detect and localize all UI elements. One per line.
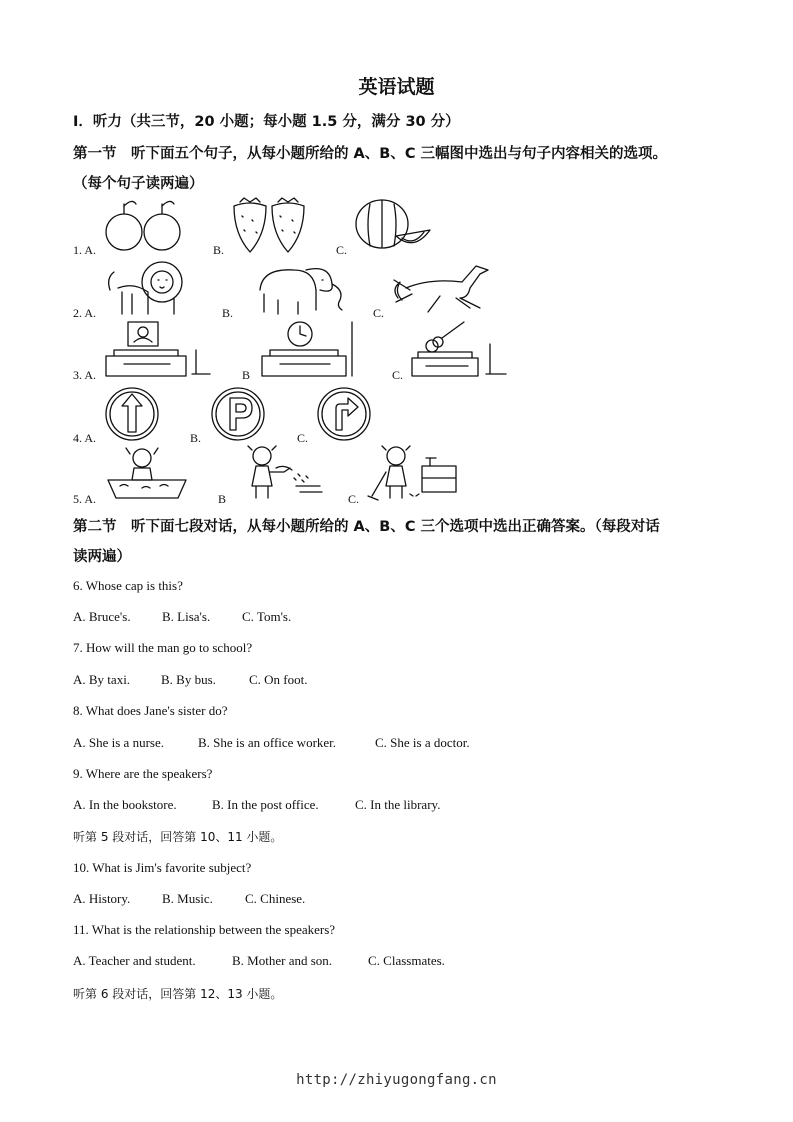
section2-instructions: 第二节 听下面七段对话，从每小题所给的 A、B、C 三个选项中选出正确答案。（每段对话 <box>73 519 660 535</box>
option-6b: B. Lisa's. <box>162 609 211 624</box>
girl-washing-icon <box>102 444 192 502</box>
option-7b: B. By bus. <box>161 672 216 687</box>
turn-right-sign-icon <box>316 386 372 442</box>
option-11b: B. Mother and son. <box>232 953 333 968</box>
q3-label-b: B <box>242 368 251 382</box>
option-10c: C. Chinese. <box>245 891 306 906</box>
q4-label-a: 4. A. <box>73 431 97 445</box>
page-title: 英语试题 <box>358 76 435 98</box>
q5-label-a: 5. A. <box>73 492 97 506</box>
option-10a: A. History. <box>73 891 131 906</box>
strawberries-icon <box>230 196 310 256</box>
q1-label-c: C. <box>336 243 348 257</box>
watermelon-icon <box>352 196 432 254</box>
option-8c: C. She is a doctor. <box>375 735 470 750</box>
option-9b: B. In the post office. <box>212 797 319 812</box>
q4-label-b: B. <box>190 431 202 445</box>
option-9a: A. In the bookstore. <box>73 797 177 812</box>
girl-sweeping-icon <box>366 442 462 502</box>
part-heading: I．听力（共三节，20 小题；每小题 1.5 分，满分 30 分） <box>73 114 460 130</box>
option-9c: C. In the library. <box>355 797 441 812</box>
section1-note: （每个句子读两遍） <box>73 176 204 192</box>
horse-icon <box>390 258 494 316</box>
tv-clock-icon <box>258 320 362 382</box>
option-11a: A. Teacher and student. <box>73 953 196 968</box>
girl-watering-icon <box>240 442 328 502</box>
option-6c: C. Tom's. <box>242 609 292 624</box>
dialogue-6-note: 听第 6 段对话，回答第 12、13 小题。 <box>73 987 283 1001</box>
section1-instructions: 第一节 听下面五个句子，从每小题所给的 A、B、C 三幅图中选出与句子内容相关的选项。 <box>73 146 668 162</box>
q5-label-c: C. <box>348 492 360 506</box>
question-6: 6. Whose cap is this? <box>73 578 183 593</box>
section2-instructions-cont: 读两遍） <box>73 549 131 565</box>
option-6a: A. Bruce's. <box>73 609 131 624</box>
question-11: 11. What is the relationship between the speakers? <box>73 922 336 937</box>
option-7c: C. On foot. <box>249 672 308 687</box>
lion-icon <box>104 258 196 318</box>
option-8b: B. She is an office worker. <box>198 735 337 750</box>
q3-label-a: 3. A. <box>73 368 97 382</box>
q4-label-c: C. <box>297 431 309 445</box>
tv-guitar-icon <box>408 318 512 380</box>
option-7a: A. By taxi. <box>73 672 131 687</box>
question-9: 9. Where are the speakers? <box>73 766 213 781</box>
q2-label-a: 2. A. <box>73 306 97 320</box>
q1-label-b: B. <box>213 243 225 257</box>
question-10: 10. What is Jim's favorite subject? <box>73 860 252 875</box>
parking-sign-icon <box>210 386 266 442</box>
dialogue-5-note: 听第 5 段对话，回答第 10、11 小题。 <box>73 830 283 844</box>
tv-photo-icon <box>100 320 212 382</box>
q5-label-b: B <box>218 492 227 506</box>
q2-label-b: B. <box>222 306 234 320</box>
arrow-up-sign-icon <box>104 386 160 442</box>
q1-label-a: 1. A. <box>73 243 97 257</box>
q3-label-c: C. <box>392 368 404 382</box>
apples-icon <box>104 196 186 254</box>
option-10b: B. Music. <box>162 891 213 906</box>
elephant-icon <box>250 260 346 318</box>
q2-label-c: C. <box>373 306 385 320</box>
option-8a: A. She is a nurse. <box>73 735 164 750</box>
question-7: 7. How will the man go to school? <box>73 640 253 655</box>
question-8: 8. What does Jane's sister do? <box>73 703 228 718</box>
footer-url[interactable]: http://zhiyugongfang.cn <box>296 1072 497 1088</box>
option-11c: C. Classmates. <box>368 953 445 968</box>
